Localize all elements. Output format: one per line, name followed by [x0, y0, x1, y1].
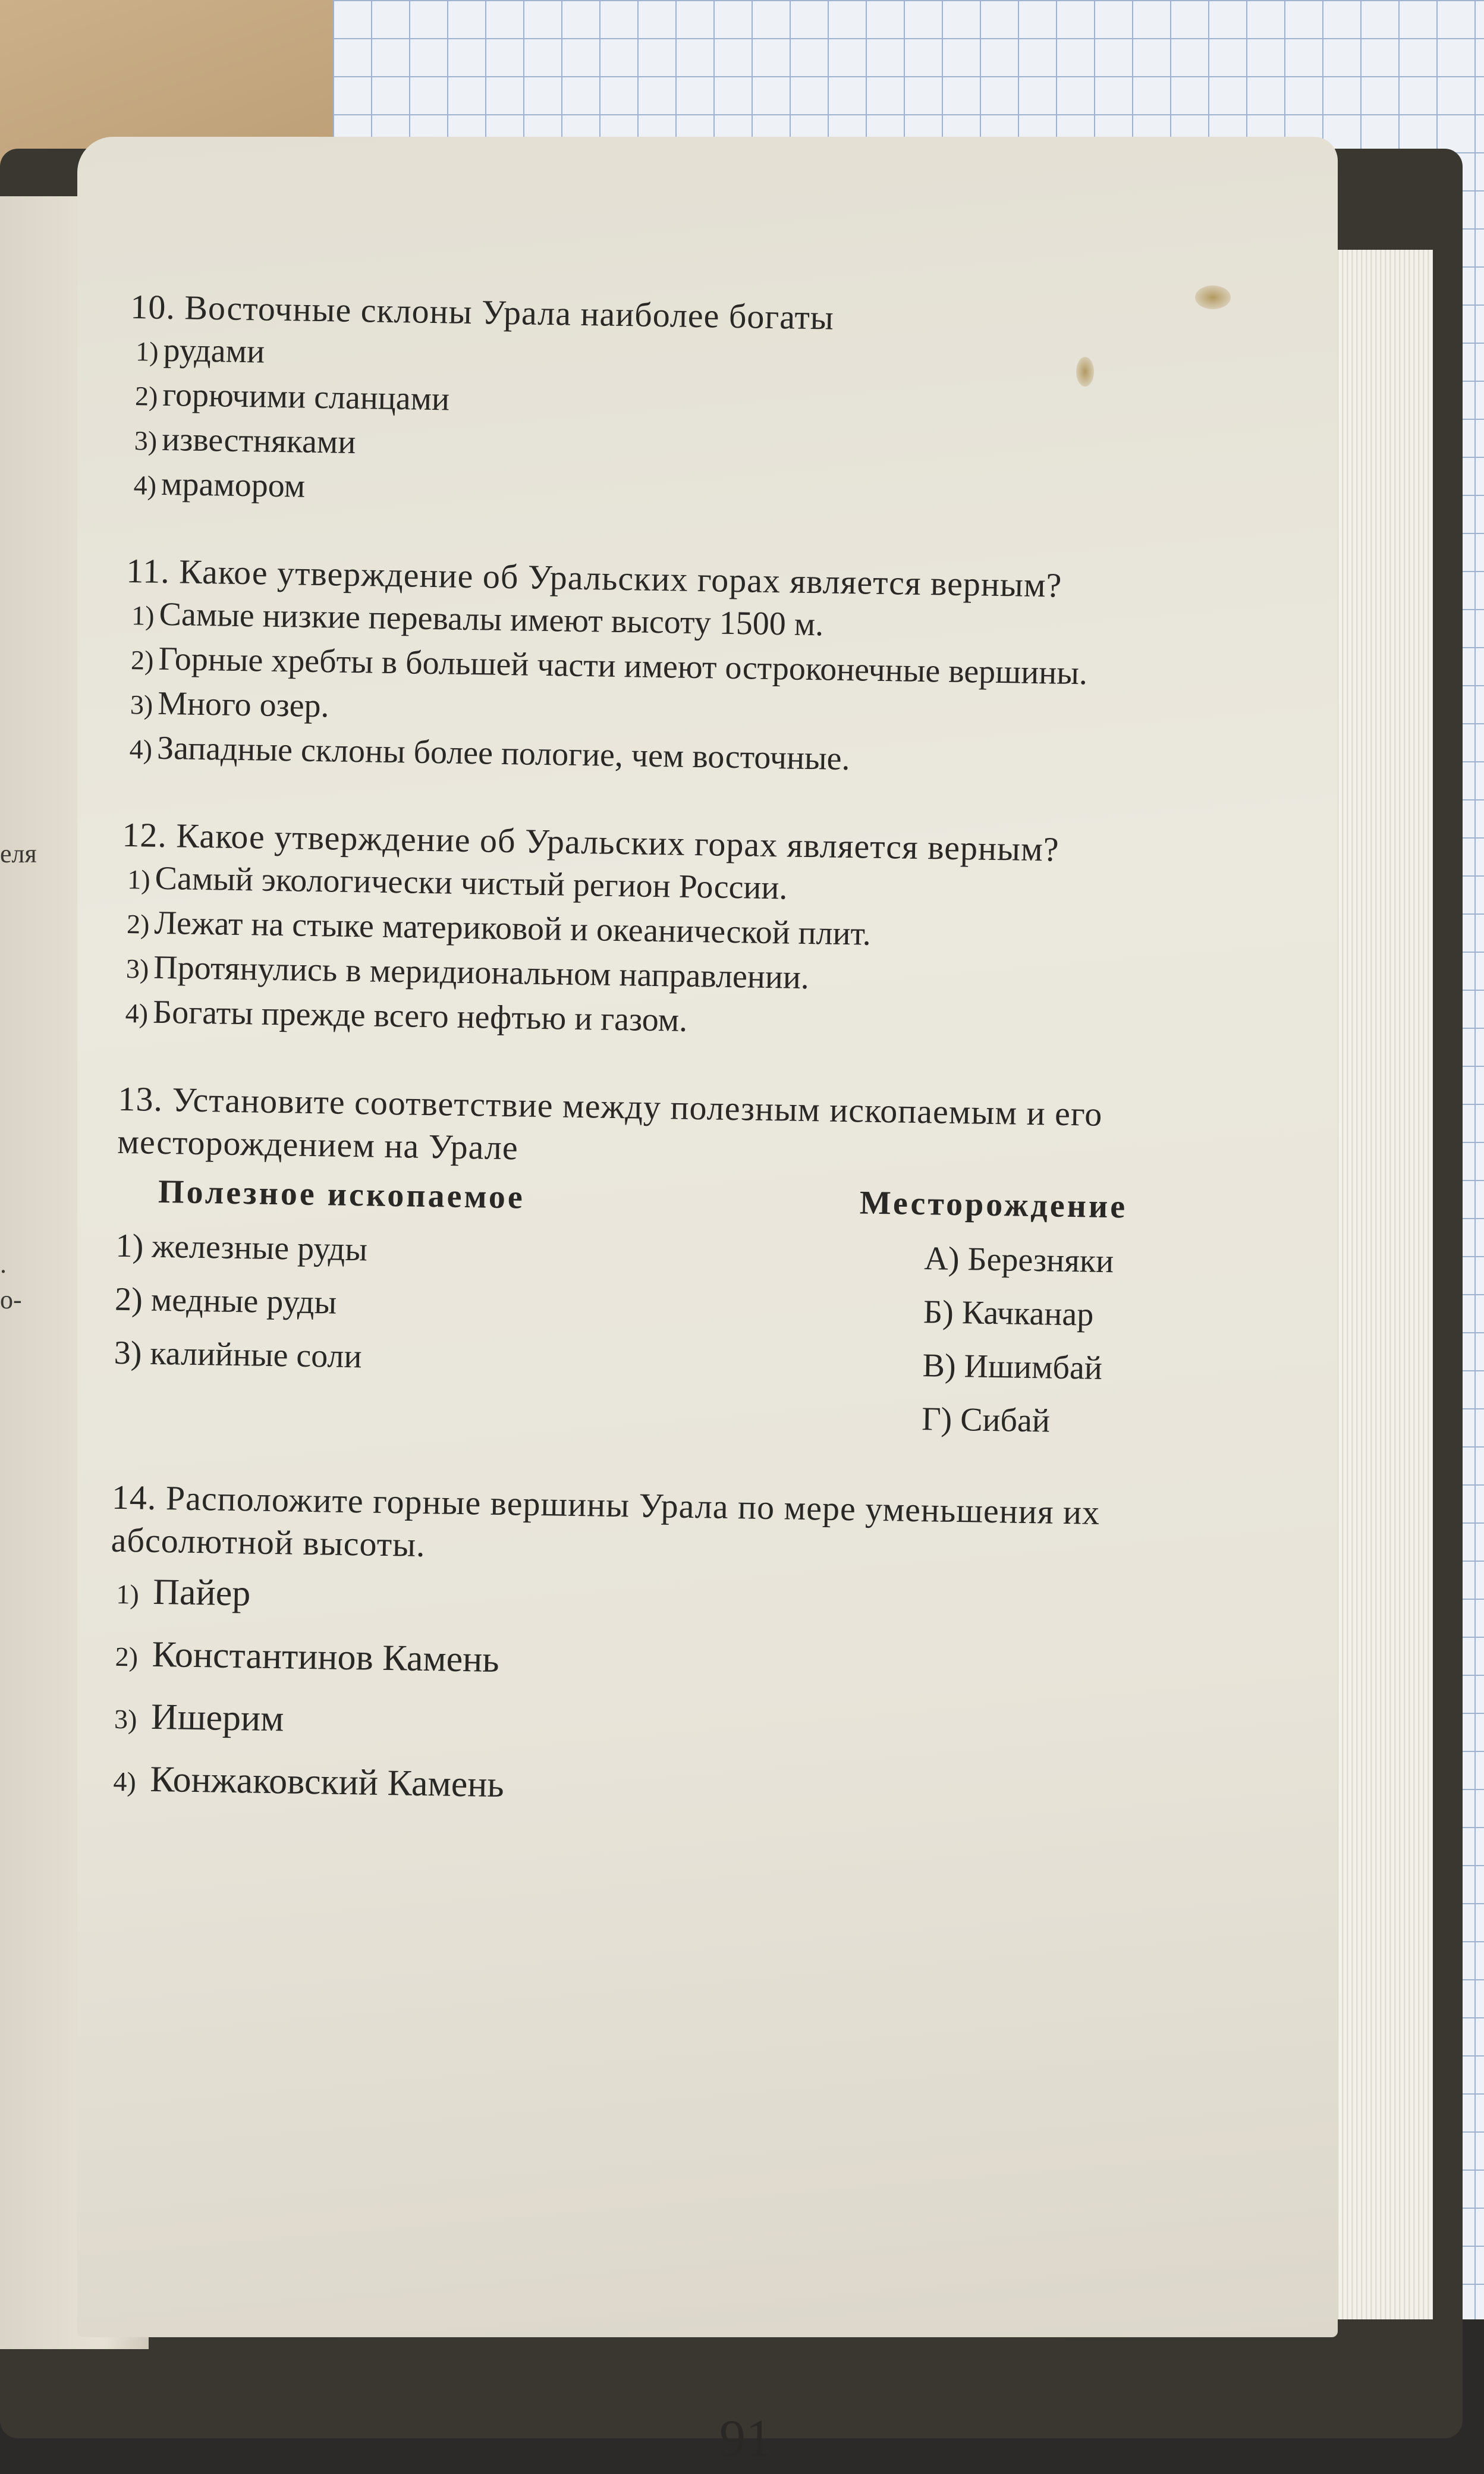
answer-option: 2) Лежат на стыке материковой и океанической плит. [126, 904, 872, 953]
question-14 [107, 1476, 1272, 1830]
question-11 [123, 550, 1286, 789]
book-page [77, 137, 1338, 2467]
column-header: Полезное ископаемое [158, 1173, 526, 1216]
question-13 [113, 1078, 1278, 1452]
answer-option: 3) известняками [134, 420, 356, 461]
answer-option: 3) Ишерим [114, 1696, 284, 1740]
answer-option: 1) Самый экологически чистый регион России. [127, 859, 788, 907]
mineral-item: 3) калийные соли [114, 1334, 362, 1376]
question-title: 10. Восточные склоны Урала наиболее богаты [130, 287, 835, 337]
matching-table [113, 1169, 1277, 1452]
question-10 [127, 285, 1290, 525]
mineral-item: 2) медные руды [114, 1280, 337, 1321]
mineral-item: 1) железные руды [115, 1227, 368, 1269]
answer-option: 1) Самые низкие перевалы имеют высоту 1500 м. [131, 595, 824, 643]
left-page-fragment: еля [0, 839, 37, 868]
answer-option: 4) Западные склоны более пологие, чем восточные. [129, 729, 851, 778]
left-page-fragment: . [0, 1249, 7, 1279]
left-page-fragment: о- [0, 1285, 22, 1314]
question-title: 11. Какое утверждение об Уральских горах является верным? [125, 551, 1062, 605]
question-title: 14. Расположите горные вершины Урала по мере уменьшения их абсолютной высоты. [111, 1477, 1101, 1565]
answer-option: 4) мрамором [133, 465, 306, 505]
deposit-item: В) Ишимбай [922, 1347, 1103, 1387]
answer-option: 2) горючими сланцами [134, 376, 450, 418]
deposits-column [856, 1181, 1277, 1451]
minerals-column [113, 1169, 771, 1443]
page-content [106, 285, 1290, 1872]
question-title: 13. Установите соответствие между полезным ископаемым и его месторождением на Урале [117, 1079, 1103, 1167]
answer-option: 3) Много озер. [130, 685, 330, 725]
answer-option: 1) Пайер [116, 1571, 251, 1614]
deposit-item: А) Березняки [923, 1240, 1114, 1280]
column-header: Месторождение [859, 1184, 1128, 1226]
question-title: 12. Какое утверждение об Уральских горах является верным? [121, 815, 1059, 869]
answer-option: 3) Протянулись в меридиональном направлении. [125, 949, 810, 997]
answer-option: 2) Горные хребты в большей части имеют остроконечные вершины. [130, 640, 1088, 692]
answer-option: 4) Богаты прежде всего нефтью и газом. [125, 993, 688, 1039]
deposit-item: Г) Сибай [921, 1401, 1051, 1440]
question-12 [119, 814, 1282, 1053]
answer-option: 4) Конжаковский Камень [113, 1759, 505, 1806]
answer-option: 2) Константинов Камень [115, 1634, 500, 1681]
deposit-item: Б) Качканар [923, 1293, 1094, 1333]
page-number: 91 [719, 2410, 772, 2467]
answer-option: 1) рудами [135, 331, 265, 371]
